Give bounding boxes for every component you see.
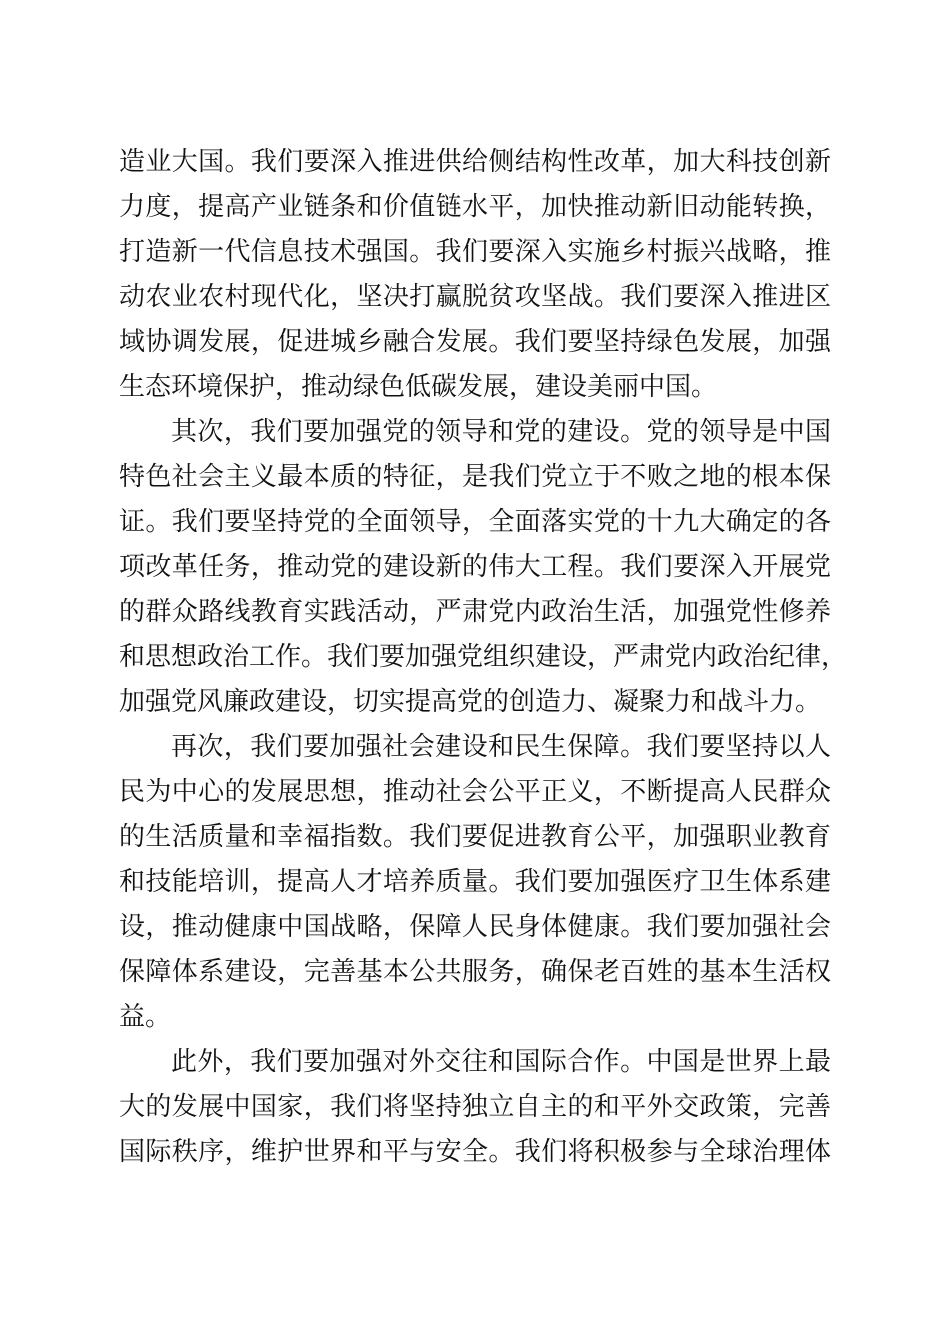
paragraph-first-line: 其次，我们要加强党的领导和党的建设。党的领导是中国 (171, 417, 831, 447)
text-line: 打造新一代信息技术强国。我们要深入实施乡村振兴战略，推 (119, 237, 831, 267)
text-line: 的群众路线教育实践活动，严肃党内政治生活，加强党性修养 (119, 597, 831, 627)
text-line: 加强党风廉政建设，切实提高党的创造力、凝聚力和战斗力。 (119, 687, 822, 717)
text-line: 保障体系建设，完善基本公共服务，确保老百姓的基本生活权 (119, 957, 831, 987)
text-line: 特色社会主义最本质的特征，是我们党立于不败之地的根本保 (119, 462, 831, 492)
text-line: 和技能培训，提高人才培养质量。我们要加强医疗卫生体系建 (119, 867, 831, 897)
text-line: 生态环境保护，推动绿色低碳发展，建设美丽中国。 (119, 372, 718, 402)
text-line: 民为中心的发展思想，推动社会公平正义，不断提高人民群众 (119, 777, 831, 807)
text-line: 动农业农村现代化，坚决打赢脱贫攻坚战。我们要深入推进区 (119, 282, 831, 312)
paragraph-first-line: 再次，我们要加强社会建设和民生保障。我们要坚持以人 (171, 732, 831, 762)
text-line: 造业大国。我们要深入推进供给侧结构性改革，加大科技创新 (119, 147, 831, 177)
text-line: 证。我们要坚持党的全面领导，全面落实党的十九大确定的各 (119, 507, 831, 537)
paragraph-first-line: 此外，我们要加强对外交往和国际合作。中国是世界上最 (171, 1047, 831, 1077)
text-line: 国际秩序，维护世界和平与安全。我们将积极参与全球治理体 (119, 1137, 831, 1167)
text-line: 设，推动健康中国战略，保障人民身体健康。我们要加强社会 (119, 912, 831, 942)
text-line: 和思想政治工作。我们要加强党组织建设，严肃党内政治纪律， (119, 642, 848, 672)
text-line: 大的发展中国家，我们将坚持独立自主的和平外交政策，完善 (119, 1092, 831, 1122)
text-line: 益。 (119, 1002, 172, 1032)
text-line: 项改革任务，推动党的建设新的伟大工程。我们要深入开展党 (119, 552, 831, 582)
text-line: 域协调发展，促进城乡融合发展。我们要坚持绿色发展，加强 (119, 327, 831, 357)
text-line: 力度，提高产业链条和价值链水平，加快推动新旧动能转换， (119, 192, 831, 222)
text-line: 的生活质量和幸福指数。我们要促进教育公平，加强职业教育 (119, 822, 831, 852)
